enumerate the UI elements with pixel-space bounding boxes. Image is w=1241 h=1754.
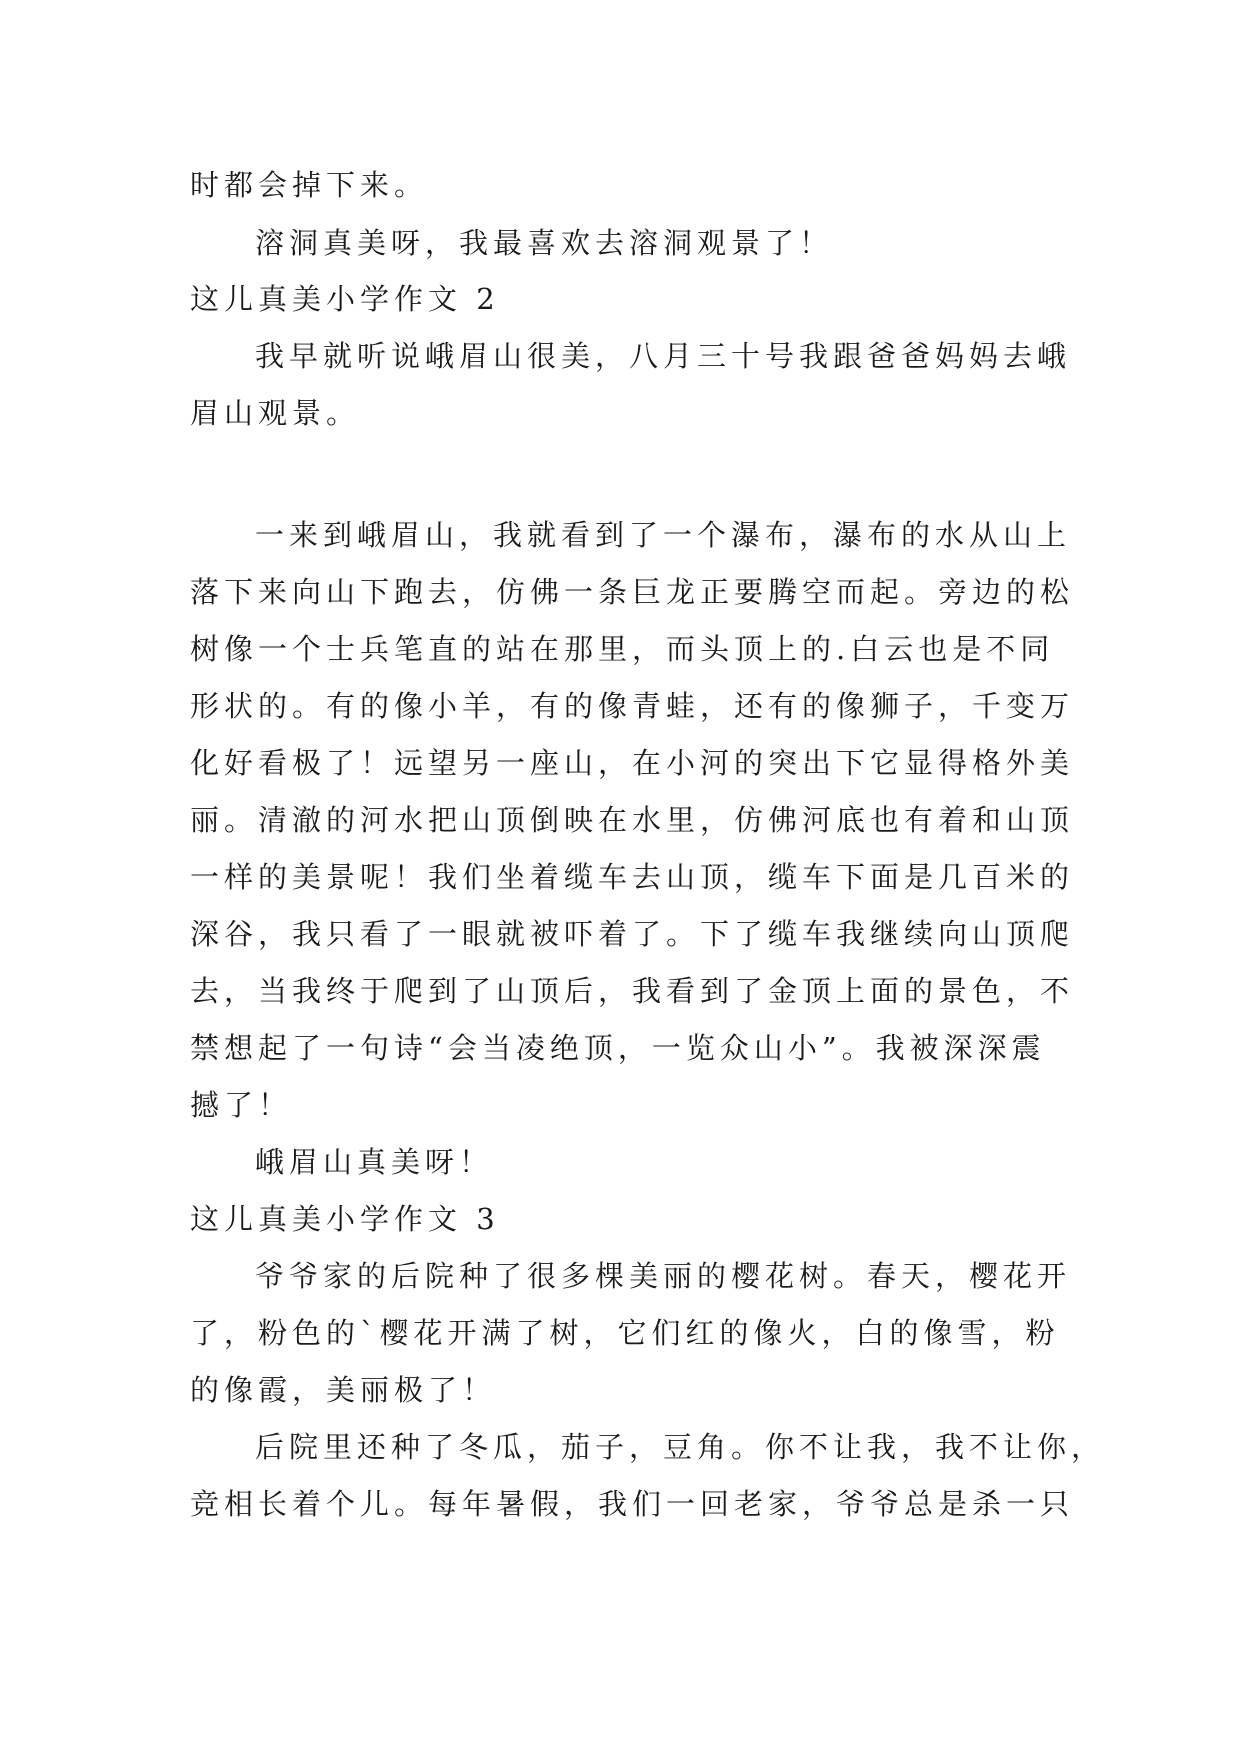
text-line: 眉山观景。: [190, 396, 361, 430]
text-line: 落下来向山下跑去，仿佛一条巨龙正要腾空而起。旁边的松: [190, 575, 1075, 609]
text-line: 禁想起了一句诗“会当凌绝顶，一览众山小”。我被深深震: [190, 1031, 1046, 1065]
text-line: 一样的美景呢！我们坐着缆车去山顶，缆车下面是几百米的: [190, 860, 1075, 894]
text-line: 撼了！: [190, 1088, 293, 1122]
text-line: 去，当我终于爬到了山顶后，我看到了金顶上面的景色，不: [190, 974, 1075, 1008]
paragraph-line: 我早就听说峨眉山很美，八月三十号我跟爸爸妈妈去峨: [255, 339, 1072, 373]
section-heading: 这儿真美小学作文 2: [190, 282, 500, 316]
section-heading: 这儿真美小学作文 3: [190, 1202, 500, 1236]
text-line: 时都会掉下来。: [190, 168, 429, 202]
text-line: 了，粉色的`樱花开满了树，它们红的像火，白的像雪，粉: [190, 1316, 1060, 1350]
text-line: 树像一个士兵笔直的站在那里，而头顶上的.白云也是不同: [190, 632, 1055, 666]
text-line: 深谷，我只看了一眼就被吓着了。下了缆车我继续向山顶爬: [190, 917, 1075, 951]
text-line: 丽。清澈的河水把山顶倒映在水里，仿佛河底也有着和山顶: [190, 803, 1075, 837]
text-line: 形状的。有的像小羊，有的像青蛙，还有的像狮子，千变万: [190, 689, 1075, 723]
paragraph-line: 后院里还种了冬瓜，茄子，豆角。你不让我，我不让你，: [255, 1430, 1106, 1464]
text-line: 的像霞，美丽极了！: [190, 1373, 497, 1407]
text-line: 竞相长着个儿。每年暑假，我们一回老家，爷爷总是杀一只: [190, 1487, 1075, 1521]
paragraph-line: 溶洞真美呀，我最喜欢去溶洞观景了！: [255, 226, 834, 260]
paragraph-line: 峨眉山真美呀！: [255, 1145, 494, 1179]
text-line: 化好看极了！远望另一座山，在小河的突出下它显得格外美: [190, 746, 1075, 780]
paragraph-line: 一来到峨眉山，我就看到了一个瀑布，瀑布的水从山上: [255, 518, 1072, 552]
paragraph-line: 爷爷家的后院种了很多棵美丽的樱花树。春天，樱花开: [255, 1259, 1072, 1293]
